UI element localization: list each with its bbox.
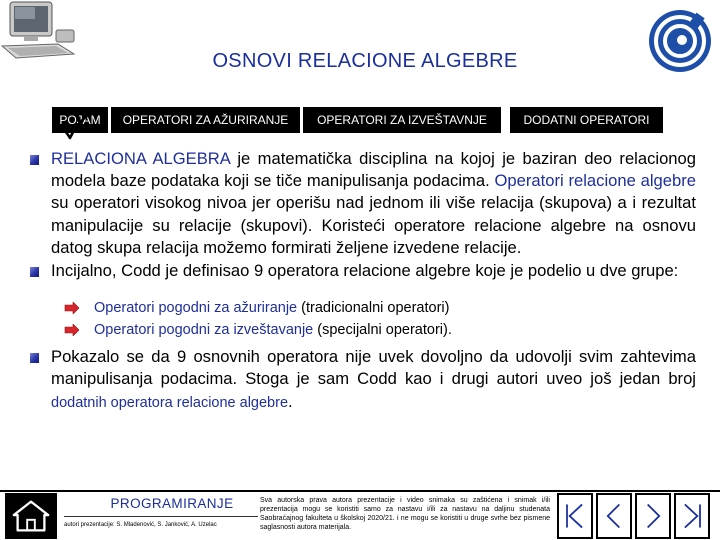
copyright-notice: Sva autorska prava autora prezentacije i video snimaka su zaštićena i snimak i/ili prezentacija mogu se koristiti samo za nastavu i/ili za nastavu na daljinu studenata Saobraćajnog fakulteta u školskoj 2020/21. i ne mogu se koristiti u druge svrhe bez pismene saglasnosti autora materijala. <box>260 497 550 531</box>
page-title: OSNOVI RELACIONE ALGEBRE <box>212 50 518 72</box>
brand-title: PROGRAMIRANJE <box>110 496 234 511</box>
checkmark-icon <box>58 111 92 143</box>
next-slide-icon <box>637 495 669 537</box>
section-tabs <box>0 107 720 133</box>
term-operatori: Operatori relacione algebre <box>494 171 696 191</box>
paragraph-definition <box>30 148 696 259</box>
main-content <box>30 148 696 414</box>
square-bullet-icon <box>30 353 39 363</box>
square-bullet-icon <box>30 155 39 165</box>
first-slide-icon <box>559 495 591 537</box>
group-note: (tradicionalni operatori) <box>297 300 450 317</box>
last-slide-icon <box>676 495 708 537</box>
previous-slide-button[interactable] <box>596 493 632 539</box>
home-button[interactable] <box>5 493 57 539</box>
group-note: (specijalni operatori). <box>313 322 452 339</box>
operators-text: su operatori visokog nivoa jer operišu nad jednom ili više relacija (skupova) a i rezultat manipulacije su relacije (skupovi). Koristeći operatore relacione algebre na osnovu datog skupa relacija možemo formirati željene izvedene relacije. <box>51 193 696 257</box>
tab-operatori-za-izvestavanje[interactable]: OPERATORI ZA IZVEŠTAVNJE <box>303 107 501 133</box>
authors-text: autori prezentacije: S. Mladenović, S. Janković, A. Uzelac <box>64 522 217 528</box>
paragraph-codd <box>30 260 696 282</box>
previous-slide-icon <box>598 495 630 537</box>
codd-text: Incijalno, Codd je definisao 9 operatora relacione algebre koje je podelio u dve grupe: <box>51 261 679 281</box>
group-term: Operatori pogodni za izveštavanje <box>94 322 314 339</box>
footer-divider <box>0 490 720 492</box>
brand-divider <box>64 516 258 517</box>
red-arrow-icon <box>64 324 80 336</box>
last-slide-button[interactable] <box>674 493 710 539</box>
next-slide-button[interactable] <box>635 493 671 539</box>
additional-end: . <box>288 391 293 411</box>
home-icon <box>6 494 56 538</box>
square-bullet-icon <box>30 267 39 277</box>
red-arrow-icon <box>64 302 80 314</box>
term-relaciona-algebra: RELACIONA ALGEBRA <box>51 149 230 168</box>
group-term: Operatori pogodni za ažuriranje <box>94 300 298 317</box>
tab-pojam[interactable]: POJAM <box>52 107 108 133</box>
definition-text: je matematička disciplina na kojoj je baziran deo relacionog modela baze podataka koji se tiče manipulisanja podacima. <box>51 149 696 191</box>
footer <box>0 490 720 540</box>
first-slide-button[interactable] <box>557 493 593 539</box>
tab-dodatni-operatori[interactable]: DODATNI OPERATORI <box>510 107 663 133</box>
additional-text: Pokazalo se da 9 osnovnih operatora nije uvek dovoljno da udovolji svim zahtevima manipulisanja podacima. Stoga je sam Codd kao i drugi autori uveo još jedan broj <box>51 347 696 389</box>
tab-operatori-za-azuriranje[interactable]: OPERATORI ZA AŽURIRANJE <box>111 107 300 133</box>
term-dodatni-operatori: dodatnih operatora relacione algebre <box>51 394 289 411</box>
list-item <box>64 319 696 341</box>
list-item <box>64 297 696 319</box>
paragraph-additional <box>30 346 696 414</box>
operator-groups-list <box>64 297 696 341</box>
